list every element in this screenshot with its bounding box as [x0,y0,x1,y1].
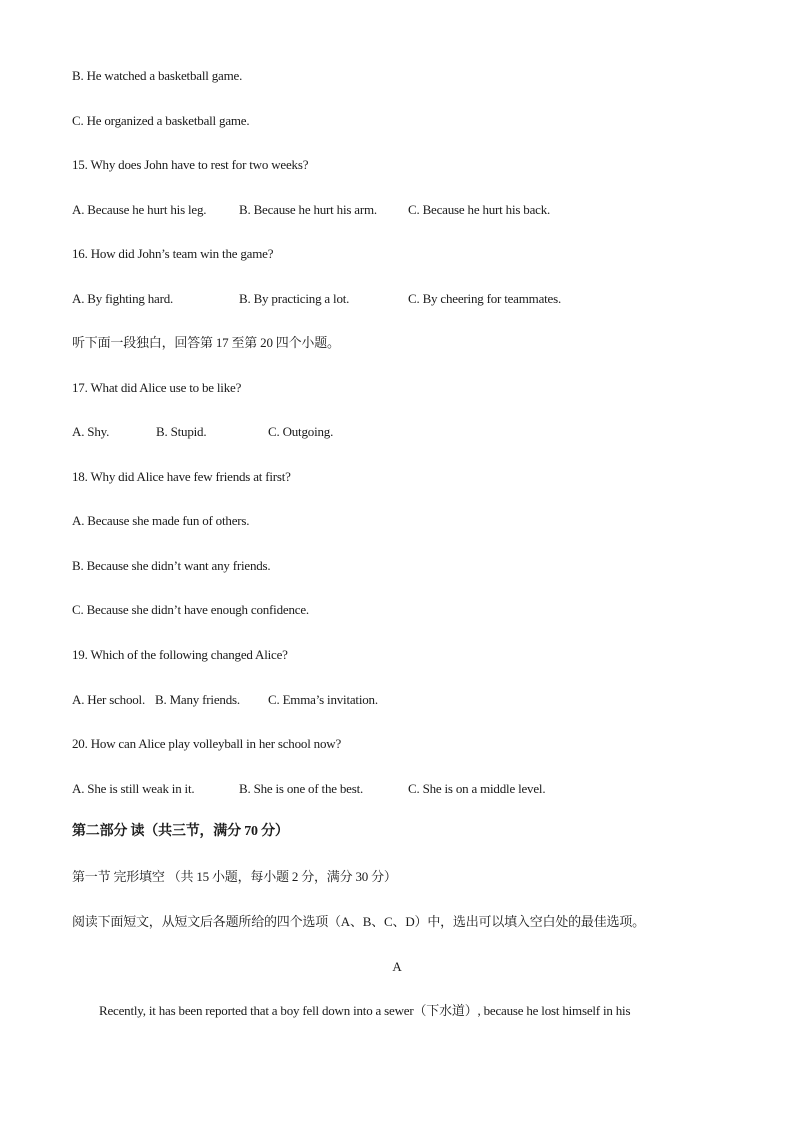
q16-question: 16. How did John’s team win the game? [72,246,274,261]
q17-option-c: C. Outgoing. [268,424,334,439]
q16-option-b: B. By practicing a lot. [239,291,350,306]
q20-option-b: B. She is one of the best. [239,781,364,796]
q18-question: 18. Why did Alice have few friends at first? [72,469,291,484]
q19-option-a: A. Her school. [72,692,146,707]
reading-instruction: 阅读下面短文，从短文后各题所给的四个选项（A、B、C、D）中，选出可以填入空白处的最佳选项。 [72,914,645,929]
passage-first-line: Recently, it has been reported that a boy fell down into a sewer（下水道）, because he lost himself in his [99,1003,631,1018]
q16-option-a: A. By fighting hard. [72,291,174,306]
q17-option-b: B. Stupid. [156,424,207,439]
q20-option-c: C. She is on a middle level. [408,781,546,796]
q15-option-a: A. Because he hurt his leg. [72,202,207,217]
passage-label: A [392,959,402,974]
q18-option-c: C. Because she didn’t have enough confidence. [72,602,309,617]
q15-option-b: B. Because he hurt his arm. [239,202,377,217]
q19-question: 19. Which of the following changed Alice? [72,647,288,662]
q14-option-c: C. He organized a basketball game. [72,113,250,128]
q17-question: 17. What did Alice use to be like? [72,380,242,395]
q19-option-b: B. Many friends. [155,692,240,707]
q14-option-b: B. He watched a basketball game. [72,68,243,83]
q20-option-a: A. She is still weak in it. [72,781,195,796]
q18-option-a: A. Because she made fun of others. [72,513,250,528]
q19-option-c: C. Emma’s invitation. [268,692,378,707]
q18-option-b: B. Because she didn’t want any friends. [72,558,271,573]
section1-heading: 第一节 完形填空 （共 15 小题，每小题 2 分，满分 30 分） [72,869,397,884]
part2-heading: 第二部分 读（共三节，满分 70 分） [72,824,289,839]
monologue-instruction: 听下面一段独白，回答第 17 至第 20 四个小题。 [72,335,340,350]
q15-question: 15. Why does John have to rest for two weeks? [72,157,309,172]
q17-option-a: A. Shy. [72,424,110,439]
q15-option-c: C. Because he hurt his back. [408,202,551,217]
q16-option-c: C. By cheering for teammates. [408,291,562,306]
q20-question: 20. How can Alice play volleyball in her school now? [72,736,342,751]
